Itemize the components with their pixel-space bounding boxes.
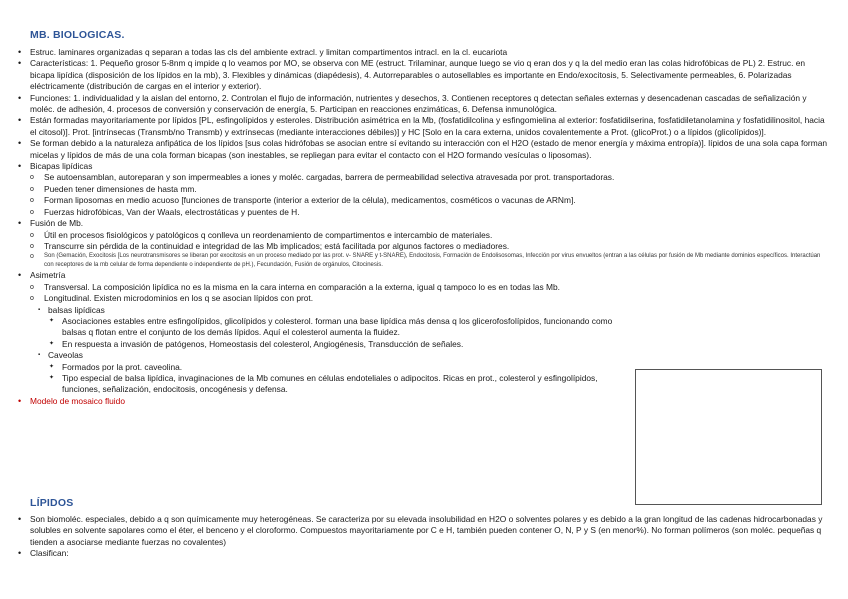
sublist-item: o Fuerzas hidrofóbicas, Van der Waals, electrostáticas y puentes de H.	[44, 207, 830, 218]
sublist-item: o Útil en procesos fisiológicos y patológicos q conlleva un reordenamiento de compartimentos e intercambio de materiales.	[44, 230, 830, 241]
sublist-item: o Forman liposomas en medio acuoso [funciones de transporte (interior a exterior de la célula), medicamentos, cosméticos o vacunas de ARNm].	[44, 195, 830, 206]
section-title-lipidos: LÍPIDOS	[30, 497, 74, 509]
deep-item: ✦ Asociaciones estables entre esfingolípidos, glicolípidos y colesterol. forman una base lipídica más densa q los glicerofosfolípidos, funcionando como balsas q flotan entre el conjunto de los demás lípidos. Aquí el colesterol aumenta la fluidez.	[62, 316, 622, 339]
deep-item: ✦ Tipo especial de balsa lipídica, invaginaciones de la Mb comunes en células endoteliales o adipocitos. Ricas en prot., colesterol y esfingolípidos, funciones, señalización, endocitosis, oncogénesis y defensa.	[62, 373, 622, 396]
nested-item-label: Caveolas	[48, 350, 83, 361]
sublist-item: o Se autoensamblan, autoreparan y son impermeables a iones y moléc. cargadas, barrera de permeabilidad selectiva atravesada por prot. transportadoras.	[44, 172, 830, 183]
list-item: • Características: 1. Pequeño grosor 5-8nm q impide q lo veamos por MO, se observa con ME (estruct. Trilaminar, aunque luego se vio q eran dos y q la del medio eran las colas hidrofóbicas de PL) 2. Estruc. en bicapa lipídica (disposición de los lípidos en la mb), 3. Flexibles y dinámicas (diapédesis), 4. Autorreparables o autosellables es importante en Endo/exocitosis, 5. Selectivamente permeables, 6. Polarizadas eléctricamente (distribución de cargas en el interior y exterior).	[30, 58, 830, 92]
deep-item: ✦ En respuesta a invasión de patógenos, Homeostasis del colesterol, Angiogénesis, Transducción de señales.	[62, 339, 622, 350]
section1-list	[30, 47, 830, 407]
sublist-item: o Transversal. La composición lipídica no es la misma en la cara interna en comparación a la externa, igual q tampoco lo es en todas las Mb.	[44, 282, 830, 293]
list-item: • Estruc. laminares organizadas q separan a todas las cls del ambiente extracl. y limitan compartimentos intracl. en la cl. eucariota	[30, 47, 830, 58]
sublist-item: o Pueden tener dimensiones de hasta mm.	[44, 184, 830, 195]
list-item-label: Asimetría	[30, 270, 66, 281]
list-item-highlight: • Modelo de mosaico fluido	[30, 396, 830, 407]
sublist	[44, 172, 830, 218]
list-item: • Clasifican:	[30, 548, 830, 559]
sublist	[44, 230, 830, 271]
sublist-item-small: o Son (Gemación, Exocitosis [Los neurotransmisores se liberan por exocitosis en un proceso mediado por las prot. v- SNARE y t-SNARE), Endocitosis, Formación de Endolisosomas, Infección por virus envueltos (entran a las células por fusión de Mb mediante dominios específicos. Interactúan con receptores de la mb celular de forma dependiente o independiente de pH.), Fecundación, Fusión de orgánulos, Citocinesis.	[44, 252, 830, 270]
list-item: • Están formadas mayoritariamente por lípidos [PL, esfingolípidos y esteroles. Distribución asimétrica en la Mb, (fosfatidilcolina y esfingomielina al exterior: fosfatidilserina, fosfatidiletanolamina y fosfatidilinositol, hacia el citosol)]. Prot. [intrínsecas (Transmb/no Transmb) y extrínsecas (mediante interacciones débiles)] y HC [Solo en la cara externa, unidos covalentemente a Prot. (glicoProt.) o a lípidos (glicolípidos)].	[30, 115, 830, 138]
sublist-item: o Transcurre sin pérdida de la continuidad e integridad de las Mb implicados; está facilitada por algunos factores o mediadores.	[44, 241, 830, 252]
deep-item: ✦ Formados por la prot. caveolina.	[62, 362, 622, 373]
nested-item	[48, 305, 830, 351]
list-item	[30, 161, 830, 218]
list-item: • Funciones: 1. individualidad y la aislan del entorno, 2. Controlan el flujo de información, nutrientes y desechos, 3. Contienen receptores q detectan señales externas y desencadenan cascadas de señalización y moléc. de adhesión, 4. procesos de conversión y conservación de energía, 5. Participan en reacciones enzimáticas, 6. Defensa inmunológica.	[30, 93, 830, 116]
nested-item-label: balsas lipídicas	[48, 304, 105, 315]
list-item	[30, 218, 830, 270]
section2-list	[30, 514, 830, 560]
list-item-label: Bicapas lipídicas	[30, 161, 93, 172]
deep-list	[62, 362, 622, 396]
list-item: • Se forman debido a la naturaleza anfipática de los lípidos [sus colas hidrófobas se asocian entre sí evitando su interacción con el H2O (estado de menor energía y máxima entropía)]. lípidos de una sola capa forman micelas y lípidos de más de una cola forman bicapas (son inestables, se repliegan para evitar el contacto con el H2O formando vesículas o liposomas).	[30, 138, 830, 161]
list-item-label: Fusión de Mb.	[30, 218, 84, 229]
deep-list	[62, 316, 622, 350]
sublist-item-label: Longitudinal. Existen microdominios en los q se asocian lípidos con prot.	[44, 293, 314, 304]
section-title-membranas: MB. BIOLOGICAS.	[30, 29, 125, 41]
image-placeholder-frame	[635, 369, 822, 505]
list-item: • Son biomoléc. especiales, debido a q son químicamente muy heterogéneas. Se caracteriza por su elevada insolubilidad en H2O o solventes polares y es debido a la gran longitud de las cadenas hidrocarbonadas y solubles en solvente sapolares como el éter, el benceno y el cloroformo. Compuestos mayoritariamente por C e H, también pueden contener O, N, P y S (en menor%). No forman polímeros (son moléc. pequeñas q tienden a asociarse mediante fuerzas no covalentes)	[30, 514, 830, 548]
